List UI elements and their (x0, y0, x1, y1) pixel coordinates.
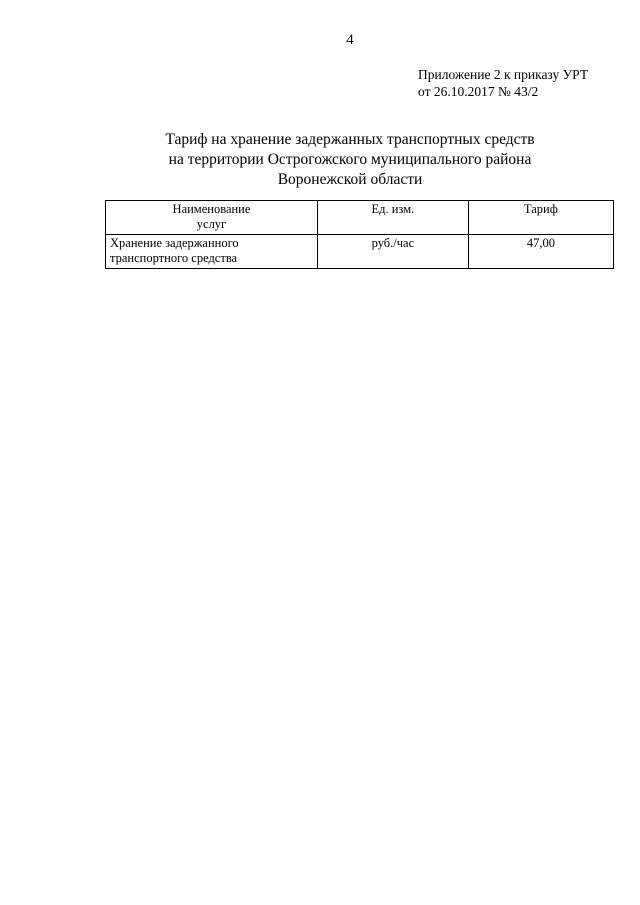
appendix-reference (418, 66, 588, 100)
header-unit: Ед. изм. (317, 201, 468, 235)
table-header-row (106, 201, 614, 235)
header-tariff: Тариф (468, 201, 613, 235)
document-title (100, 130, 600, 190)
cell-unit: руб./час (317, 235, 468, 269)
cell-tariff: 47,00 (468, 235, 613, 269)
header-service-name: Наименование услуг (106, 201, 318, 235)
tariff-table (105, 200, 614, 269)
appendix-line-2: от 26.10.2017 № 43/2 (418, 84, 539, 99)
cell-service-name: Хранение задержанного транспортного средства (106, 235, 318, 269)
title-line-2: на территории Острогожского муниципального района (168, 151, 532, 168)
appendix-line-1: Приложение 2 к приказу УРТ (418, 67, 589, 82)
title-line-3: Воронежской области (277, 171, 423, 188)
table-row (106, 235, 614, 269)
title-line-1: Тариф на хранение задержанных транспортных средств (165, 131, 535, 148)
page-number: 4 (346, 32, 354, 48)
